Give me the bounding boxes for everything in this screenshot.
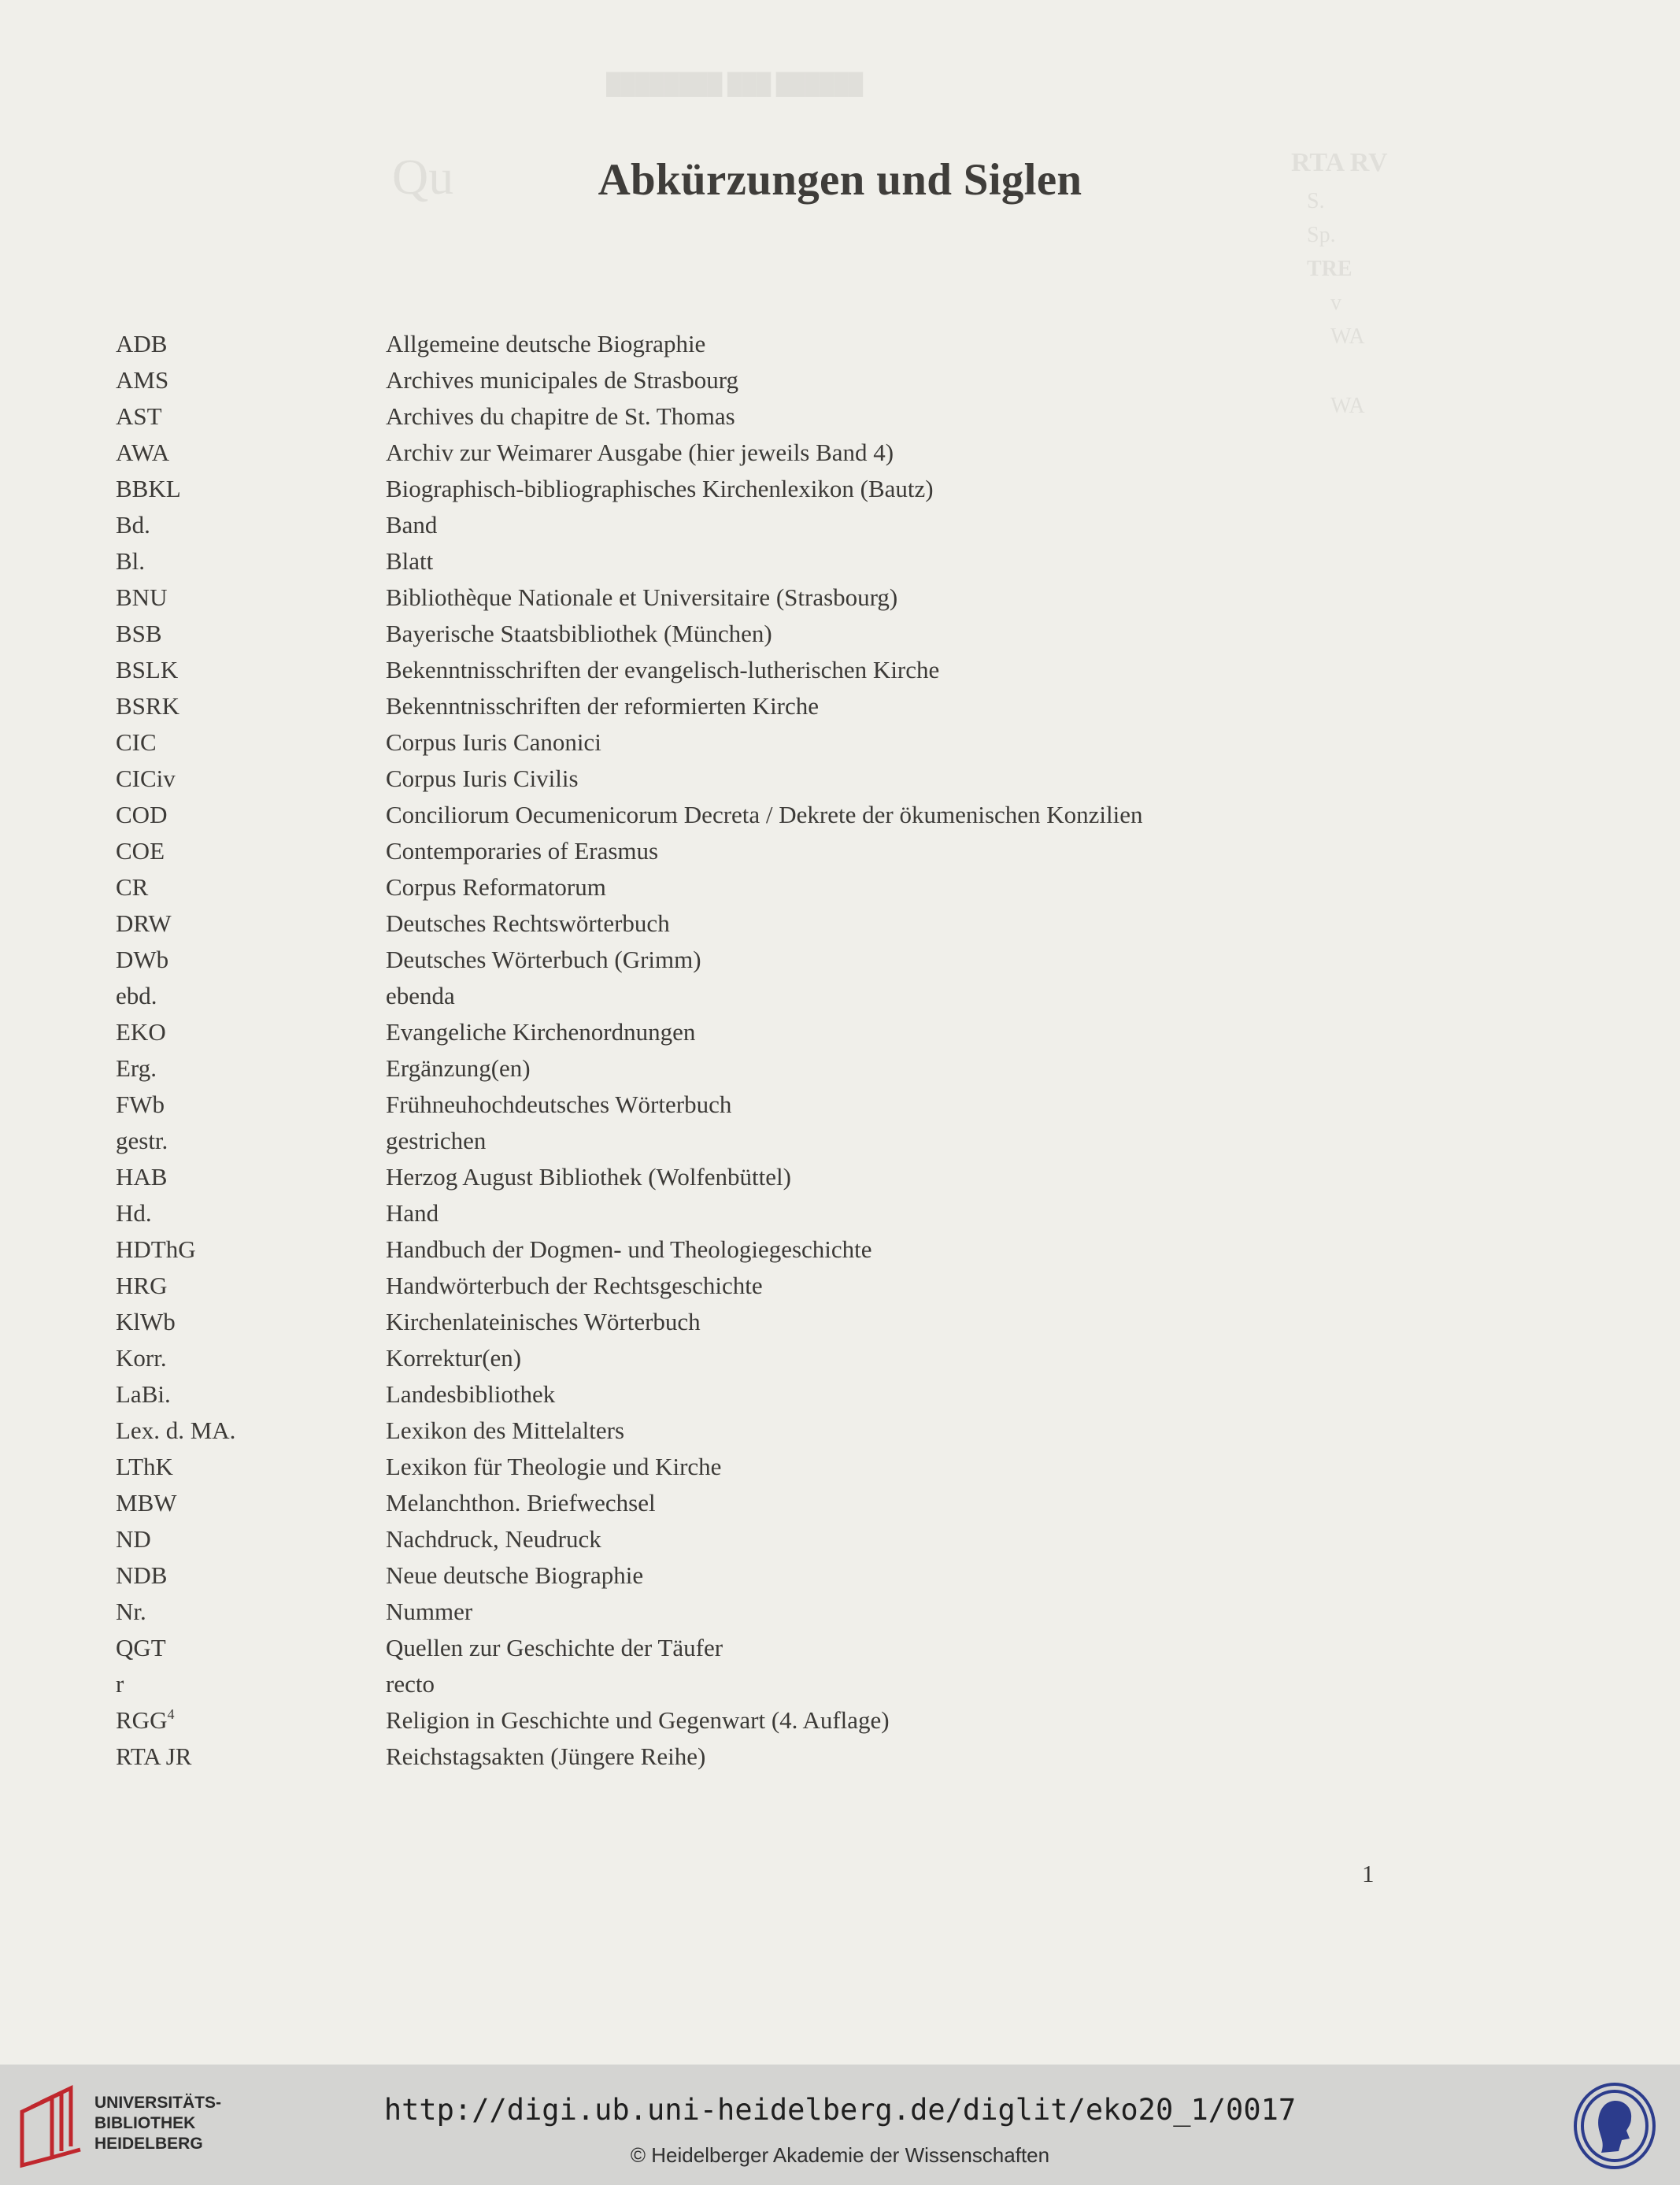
abbreviation-term	[116, 1739, 191, 1775]
abbreviation-expansion: gestrichen	[386, 1127, 487, 1154]
abbreviation-term-text: AWA	[116, 439, 170, 466]
abbreviation-expansion: Religion in Geschichte und Gegenwart (4. Auflage)	[386, 1706, 890, 1734]
abbreviation-term-text: DRW	[116, 909, 172, 937]
abbreviation-term-text: Hd.	[116, 1199, 152, 1227]
abbreviation-term	[116, 543, 145, 580]
abbreviation-term-text: BNU	[116, 583, 168, 611]
abbreviation-term	[116, 761, 176, 797]
abbreviation-term	[116, 833, 165, 869]
abbreviation-list	[116, 326, 1454, 1775]
abbreviation-term	[116, 1594, 146, 1630]
abbreviation-term	[116, 616, 162, 652]
abbreviation-expansion: Reichstagsakten (Jüngere Reihe)	[386, 1742, 706, 1770]
abbreviation-term-text: ebd.	[116, 982, 157, 1009]
abbreviation-term-text: DWb	[116, 946, 169, 973]
abbreviation-expansion: Hand	[386, 1199, 439, 1227]
abbreviation-expansion: Bekenntnisschriften der reformierten Kirche	[386, 692, 820, 720]
abbreviation-entry	[116, 1485, 1454, 1521]
abbreviation-term-text: ND	[116, 1525, 151, 1553]
abbreviation-entry	[116, 978, 1454, 1014]
abbreviation-expansion: recto	[386, 1670, 435, 1698]
abbreviation-term	[116, 1087, 165, 1123]
edition-superscript: 4	[167, 1706, 175, 1722]
abbreviation-term	[116, 1340, 167, 1376]
abbreviation-entry	[116, 761, 1454, 797]
abbreviation-expansion: Band	[386, 511, 438, 539]
abbreviation-term-text: RGG	[116, 1706, 168, 1734]
abbreviation-term	[116, 1449, 173, 1485]
abbreviation-entry	[116, 905, 1454, 942]
abbreviation-expansion: Conciliorum Oecumenicorum Decreta / Dekrete der ökumenischen Konzilien	[386, 801, 1143, 828]
abbreviation-entry	[116, 580, 1454, 616]
abbreviation-entry	[116, 471, 1454, 507]
abbreviation-term-text: COD	[116, 801, 168, 828]
abbreviation-term	[116, 942, 168, 978]
abbreviation-entry	[116, 1268, 1454, 1304]
abbreviation-term-text: QGT	[116, 1634, 166, 1661]
abbreviation-expansion: Ergänzung(en)	[386, 1054, 531, 1082]
abbreviation-term-text: CR	[116, 873, 149, 901]
abbreviation-entry	[116, 543, 1454, 580]
abbreviation-expansion: Archives municipales de Strasbourg	[386, 366, 738, 394]
page-number: 1	[1362, 1860, 1375, 1887]
abbreviation-expansion: Kirchenlateinisches Wörterbuch	[386, 1308, 701, 1335]
abbreviation-term	[116, 580, 167, 616]
abbreviation-term-text: r	[116, 1670, 124, 1698]
abbreviation-term	[116, 398, 162, 435]
abbreviation-entry	[116, 833, 1454, 869]
abbreviation-expansion: Biographisch-bibliographisches Kirchenlexikon (Bautz)	[386, 475, 934, 502]
copyright-notice: © Heidelberger Akademie der Wissenschaften	[630, 2143, 1050, 2167]
abbreviation-term-text: HRG	[116, 1272, 168, 1299]
abbreviation-entry	[116, 1630, 1454, 1666]
abbreviation-expansion: Blatt	[386, 547, 434, 575]
abbreviation-term	[116, 652, 178, 688]
abbreviation-term	[116, 1195, 152, 1231]
abbreviation-expansion: Frühneuhochdeutsches Wörterbuch	[386, 1091, 732, 1118]
abbreviation-term	[116, 688, 179, 724]
abbreviation-entry	[116, 1304, 1454, 1340]
abbreviation-term	[116, 978, 157, 1014]
abbreviation-entry	[116, 1123, 1454, 1159]
abbreviation-term	[116, 1304, 176, 1340]
abbreviation-term	[116, 1050, 157, 1087]
abbreviation-entry	[116, 942, 1454, 978]
abbreviation-term	[116, 1666, 124, 1702]
abbreviation-term	[116, 471, 181, 507]
abbreviation-expansion: Nummer	[386, 1598, 473, 1625]
abbreviation-expansion: Contemporaries of Erasmus	[386, 837, 659, 865]
abbreviation-entry	[116, 869, 1454, 905]
abbreviation-expansion: Corpus Iuris Civilis	[386, 765, 579, 792]
abbreviation-term	[116, 1485, 177, 1521]
abbreviation-term	[116, 1268, 167, 1304]
logo-line: HEIDELBERG	[94, 2135, 203, 2153]
abbreviation-entry	[116, 724, 1454, 761]
abbreviation-entry	[116, 1014, 1454, 1050]
abbreviation-expansion: Quellen zur Geschichte der Täufer	[386, 1634, 723, 1661]
abbreviation-expansion: Korrektur(en)	[386, 1344, 522, 1372]
abbreviation-term-text: CICiv	[116, 765, 176, 792]
abbreviation-expansion: Corpus Reformatorum	[386, 873, 606, 901]
abbreviation-term	[116, 435, 169, 471]
abbreviation-entry	[116, 652, 1454, 688]
university-seal-icon	[1571, 2080, 1658, 2172]
abbreviation-term-text: BSLK	[116, 656, 179, 683]
abbreviation-term	[116, 1123, 168, 1159]
abbreviation-entry	[116, 1050, 1454, 1087]
abbreviation-expansion: Nachdruck, Neudruck	[386, 1525, 601, 1553]
logo-line: BIBLIOTHEK	[94, 2114, 196, 2132]
abbreviation-entry	[116, 1594, 1454, 1630]
abbreviation-term-text: LThK	[116, 1453, 173, 1480]
abbreviation-term-text: FWb	[116, 1091, 165, 1118]
abbreviation-term	[116, 362, 168, 398]
abbreviation-entry	[116, 1702, 1454, 1739]
footer-bar	[0, 2065, 1680, 2185]
abbreviation-term-text: CIC	[116, 728, 157, 756]
bleed-through: ████████ ███ ██████ Qu RTA RV S. Sp. TRE v WA WA	[392, 72, 1388, 418]
abbreviation-term-text: AMS	[116, 366, 169, 394]
abbreviation-term-text: Bl.	[116, 547, 146, 575]
abbreviation-term	[116, 326, 167, 362]
abbreviation-entry	[116, 1739, 1454, 1775]
abbreviation-expansion: Melanchthon. Briefwechsel	[386, 1489, 656, 1517]
abbreviation-term-text: HDThG	[116, 1235, 196, 1263]
abbreviation-expansion: Archiv zur Weimarer Ausgabe (hier jeweils Band 4)	[386, 439, 894, 466]
abbreviation-term-text: ADB	[116, 330, 168, 357]
abbreviation-term	[116, 1557, 167, 1594]
abbreviation-term-text: KlWb	[116, 1308, 176, 1335]
logo-line: UNIVERSITÄTS-	[94, 2094, 222, 2112]
abbreviation-entry	[116, 1231, 1454, 1268]
abbreviation-expansion: Landesbibliothek	[386, 1380, 556, 1408]
abbreviation-term	[116, 869, 148, 905]
abbreviation-term	[116, 1630, 166, 1666]
abbreviation-term-text: Nr.	[116, 1598, 146, 1625]
abbreviation-term-text: Lex. d. MA.	[116, 1417, 236, 1444]
abbreviation-term	[116, 1521, 151, 1557]
source-url-link[interactable]: http://digi.ub.uni-heidelberg.de/diglit/eko20_1/0017	[383, 2093, 1297, 2127]
abbreviation-term	[116, 1702, 174, 1739]
abbreviation-expansion: Handbuch der Dogmen- und Theologiegeschichte	[386, 1235, 872, 1263]
abbreviation-term-text: AST	[116, 402, 162, 430]
abbreviation-term-text: EKO	[116, 1018, 166, 1046]
abbreviation-entry	[116, 326, 1454, 362]
abbreviation-expansion: Allgemeine deutsche Biographie	[386, 330, 706, 357]
abbreviation-entry	[116, 1413, 1454, 1449]
abbreviation-entry	[116, 362, 1454, 398]
abbreviation-term	[116, 905, 172, 942]
abbreviation-entry	[116, 1087, 1454, 1123]
abbreviation-entry	[116, 616, 1454, 652]
abbreviation-entry	[116, 1195, 1454, 1231]
abbreviation-term-text: HAB	[116, 1163, 168, 1191]
abbreviation-term-text: Erg.	[116, 1054, 157, 1082]
abbreviation-term-text: Bd.	[116, 511, 150, 539]
abbreviation-term-text: BSRK	[116, 692, 179, 720]
abbreviation-entry	[116, 688, 1454, 724]
abbreviation-expansion: Neue deutsche Biographie	[386, 1561, 644, 1589]
abbreviation-expansion: Bekenntnisschriften der evangelisch-lutherischen Kirche	[386, 656, 940, 683]
abbreviation-term-text: gestr.	[116, 1127, 168, 1154]
abbreviation-expansion: Herzog August Bibliothek (Wolfenbüttel)	[386, 1163, 791, 1191]
abbreviation-term-text: LaBi.	[116, 1380, 171, 1408]
abbreviation-term	[116, 1413, 235, 1449]
abbreviation-term-text: COE	[116, 837, 165, 865]
abbreviation-term-text: BSB	[116, 620, 162, 647]
abbreviation-term-text: Korr.	[116, 1344, 167, 1372]
abbreviation-expansion: ebenda	[386, 982, 455, 1009]
abbreviation-term	[116, 1376, 171, 1413]
abbreviation-expansion: Lexikon für Theologie und Kirche	[386, 1453, 722, 1480]
abbreviation-term-text: RTA JR	[116, 1742, 192, 1770]
abbreviation-term-text: BBKL	[116, 475, 181, 502]
abbreviation-term-text: NDB	[116, 1561, 168, 1589]
abbreviation-expansion: Lexikon des Mittelalters	[386, 1417, 625, 1444]
abbreviation-entry	[116, 1340, 1454, 1376]
abbreviation-term	[116, 1159, 167, 1195]
abbreviation-expansion: Evangeliche Kirchenordnungen	[386, 1018, 696, 1046]
abbreviation-entry	[116, 1376, 1454, 1413]
abbreviation-expansion: Archives du chapitre de St. Thomas	[386, 402, 735, 430]
abbreviation-entry	[116, 398, 1454, 435]
abbreviation-term	[116, 1014, 166, 1050]
abbreviation-term	[116, 1231, 196, 1268]
page-title: Abkürzungen und Siglen	[598, 155, 1082, 205]
abbreviation-entry	[116, 507, 1454, 543]
abbreviation-entry	[116, 1449, 1454, 1485]
abbreviation-expansion: Bibliothèque Nationale et Universitaire (Strasbourg)	[386, 583, 898, 611]
abbreviation-expansion: Bayerische Staatsbibliothek (München)	[386, 620, 772, 647]
abbreviation-term	[116, 507, 150, 543]
abbreviation-entry	[116, 797, 1454, 833]
abbreviation-entry	[116, 1557, 1454, 1594]
abbreviation-term-text: MBW	[116, 1489, 177, 1517]
abbreviation-entry	[116, 1521, 1454, 1557]
abbreviation-expansion: Corpus Iuris Canonici	[386, 728, 601, 756]
abbreviation-term	[116, 724, 157, 761]
abbreviation-term	[116, 797, 167, 833]
abbreviation-entry	[116, 1159, 1454, 1195]
abbreviation-expansion: Deutsches Wörterbuch (Grimm)	[386, 946, 701, 973]
abbreviation-entry	[116, 1666, 1454, 1702]
abbreviation-expansion: Deutsches Rechtswörterbuch	[386, 909, 670, 937]
abbreviation-entry	[116, 435, 1454, 471]
abbreviation-expansion: Handwörterbuch der Rechtsgeschichte	[386, 1272, 763, 1299]
